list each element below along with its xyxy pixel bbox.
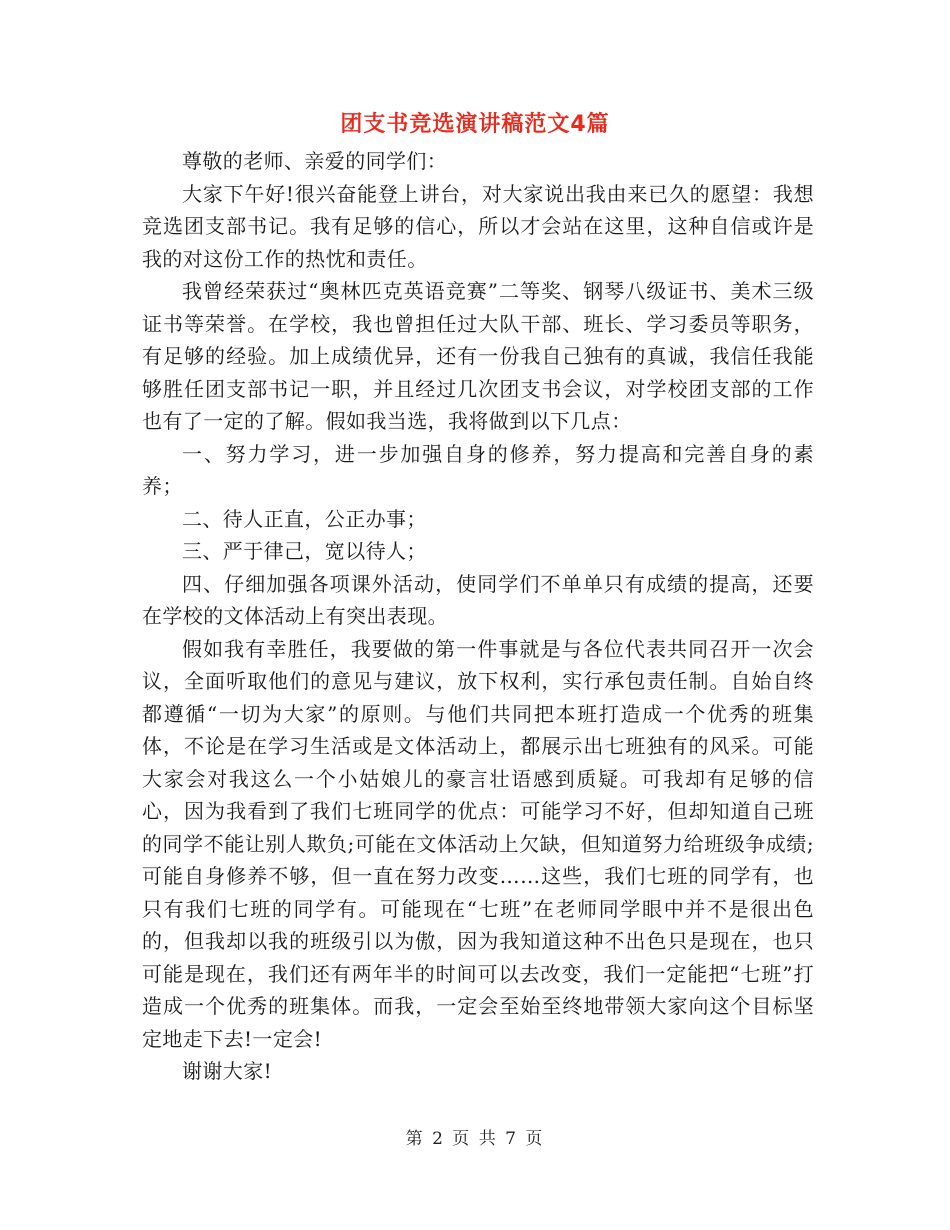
list-item-paragraph: 一、努力学习，进一步加强自身的修养，努力提高和完善自身的素养； <box>142 441 814 498</box>
salutation-paragraph: 尊敬的老师、亲爱的同学们： <box>182 149 448 173</box>
list-item-paragraph: 四、仔细加强各项课外活动，使同学们不单单只有成绩的提高，还要在学校的文体活动上有突出表现。 <box>142 571 814 628</box>
list-item-paragraph: 三、严于律己，宽以待人； <box>182 539 427 563</box>
body-paragraph: 我曾经荣获过“奥林匹克英语竞赛”二等奖、钢琴八级证书、美术三级证书等荣誉。在学校，我也曾担任过大队干部、班长、学习委员等职务，有足够的经验。加上成绩优异，还有一份我自己独有的真诚，我信任我能够胜任团支部书记一职，并且经过几次团支书会议，对学校团支部的工作也有了一定的了解。假如我当选，我将做到以下几点： <box>142 279 814 433</box>
document-body <box>142 145 814 1088</box>
body-paragraph: 假如我有幸胜任，我要做的第一件事就是与各位代表共同召开一次会议，全面听取他们的意见与建议，放下权利，实行承包责任制。自始自终都遵循“一切为大家”的原则。与他们共同把本班打造成一个优秀的班集体，不论是在学习生活或是文体活动上，都展示出七班独有的风采。可能大家会对我这么一个小姑娘儿的豪言壮语感到质疑。可我却有足够的信心，因为我看到了我们七班同学的优点：可能学习不好，但却知道自己班的同学不能让别人欺负;可能在文体活动上欠缺，但知道努力给班级争成绩;可能自身修养不够，但一直在努力改变……这些，我们七班的同学有，也只有我们七班的同学有。可能现在“七班”在老师同学眼中并不是很出色的，但我却以我的班级引以为傲，因为我知道这种不出色只是现在，也只可能是现在，我们还有两年半的时间可以去改变，我们一定能把“七班”打造成一个优秀的班集体。而我，一定会至始至终地带领大家向这个目标坚定地走下去!一定会! <box>142 636 814 1051</box>
document-title: 团支书竞选演讲稿范文4篇 <box>340 112 610 137</box>
body-paragraph: 大家下午好!很兴奋能登上讲台，对大家说出我由来已久的愿望：我想竞选团支部书记。我有足够的信心，所以才会站在这里，这种自信或许是我的对这份工作的热忱和责任。 <box>142 181 814 271</box>
list-item-paragraph: 二、待人正直，公正办事； <box>182 506 427 531</box>
page-number-footer: 第 2 页 共 7 页 <box>405 1129 545 1149</box>
closing-paragraph: 谢谢大家! <box>182 1059 273 1083</box>
